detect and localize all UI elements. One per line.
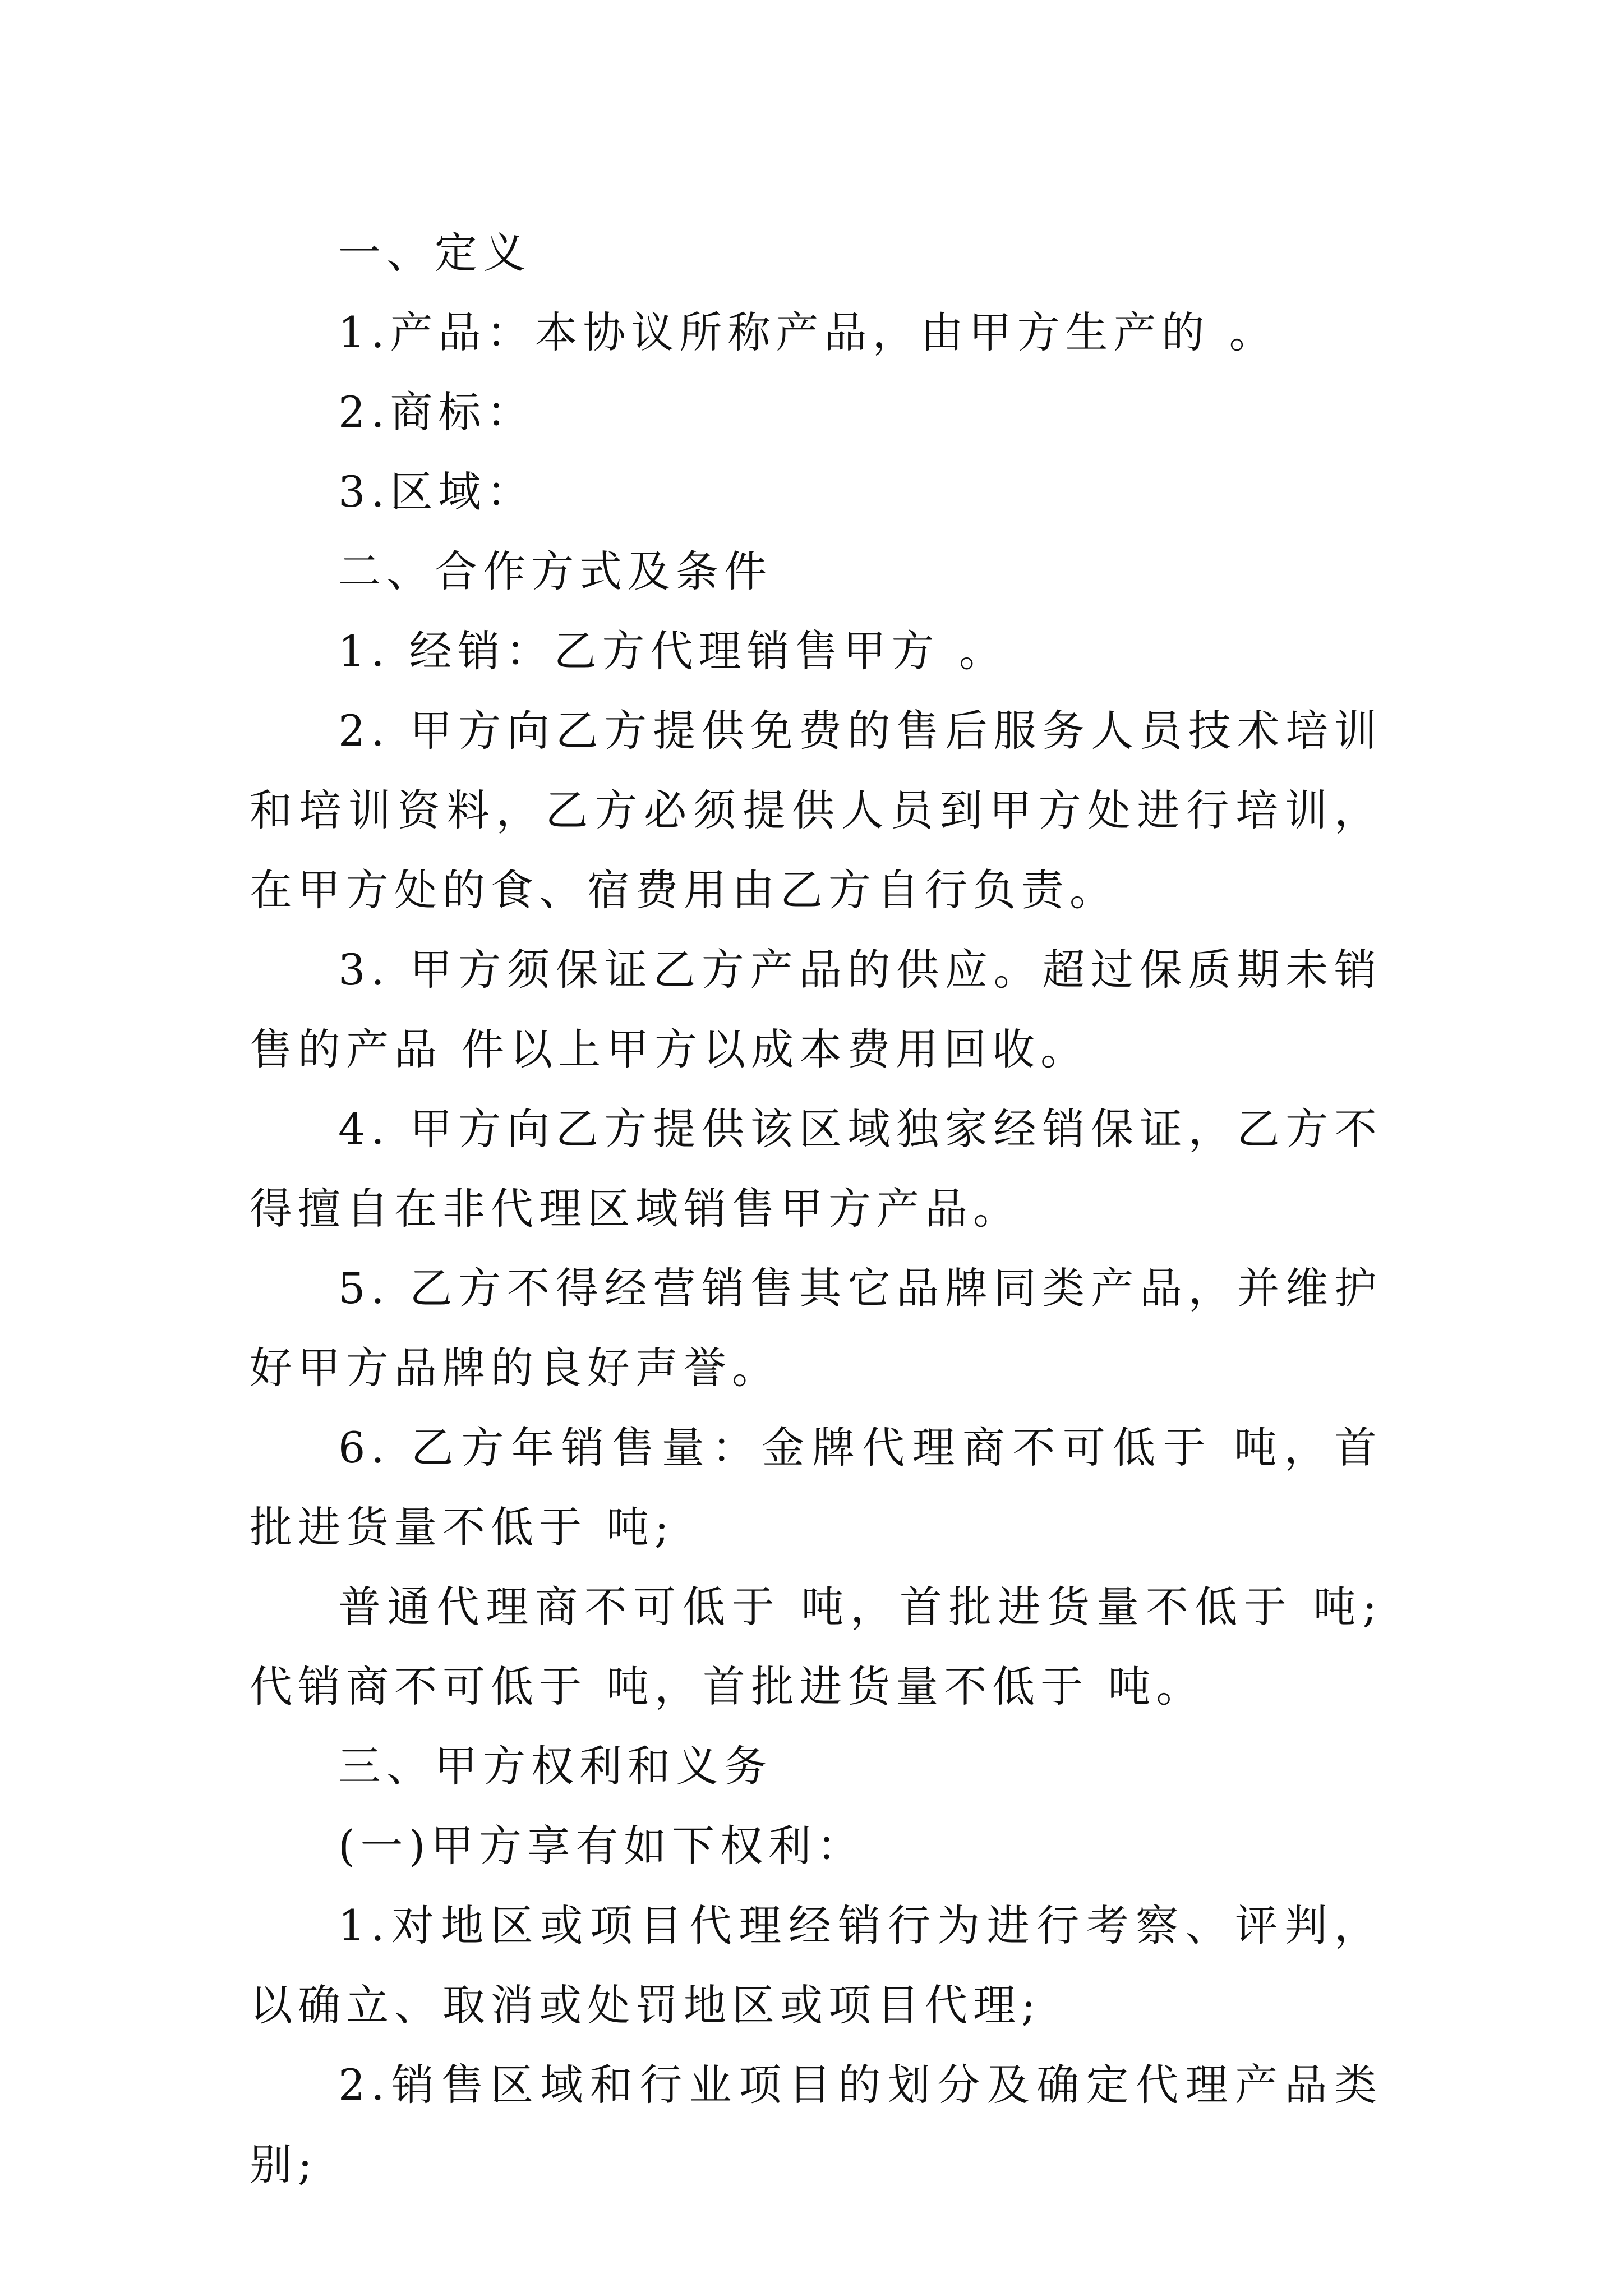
party-a-right-1: 1.对地区或项目代理经销行为进行考察、评判，以确立、取消或处罚地区或项目代理;	[250, 1901, 1382, 2030]
cooperation-clause-5: 5. 乙方不得经营销售其它品牌同类产品，并维护好甲方品牌的良好声誉。	[250, 1263, 1382, 1393]
cooperation-clause-4: 4. 甲方向乙方提供该区域独家经销保证，乙方不得擅自在非代理区域销售甲方产品。	[250, 1104, 1382, 1234]
definition-region: 3.区域：	[338, 467, 535, 517]
section-heading-definitions: 一、定义	[338, 228, 531, 278]
cooperation-clause-6-continued: 普通代理商不可低于 吨，首批进货量不低于 吨;代销商不可低于 吨，首批进货量不低于 吨。	[250, 1582, 1382, 1711]
cooperation-clause-3: 3. 甲方须保证乙方产品的供应。超过保质期未销售的产品 件以上甲方以成本费用回收。	[250, 945, 1382, 1074]
cooperation-clause-2: 2. 甲方向乙方提供免费的售后服务人员技术培训和培训资料，乙方必须提供人员到甲方处进行培训，在甲方处的食、宿费用由乙方自行负责。	[250, 706, 1382, 915]
subheading-party-a-rights: (一)甲方享有如下权利：	[338, 1821, 865, 1871]
party-a-right-2: 2.销售区域和行业项目的划分及确定代理产品类别;	[250, 2060, 1382, 2189]
document-page	[250, 213, 1382, 2205]
definition-trademark: 2.商标：	[338, 387, 535, 437]
section-heading-cooperation: 二、合作方式及条件	[338, 546, 772, 596]
definition-product: 1.产品：本协议所称产品，由甲方生产的 。	[338, 307, 1278, 357]
cooperation-clause-1: 1. 经销：乙方代理销售甲方 。	[338, 626, 1007, 676]
cooperation-clause-6: 6. 乙方年销售量：金牌代理商不可低于 吨，首批进货量不低于 吨;	[250, 1423, 1382, 1552]
section-heading-party-a-rights: 三、甲方权利和义务	[338, 1741, 772, 1791]
